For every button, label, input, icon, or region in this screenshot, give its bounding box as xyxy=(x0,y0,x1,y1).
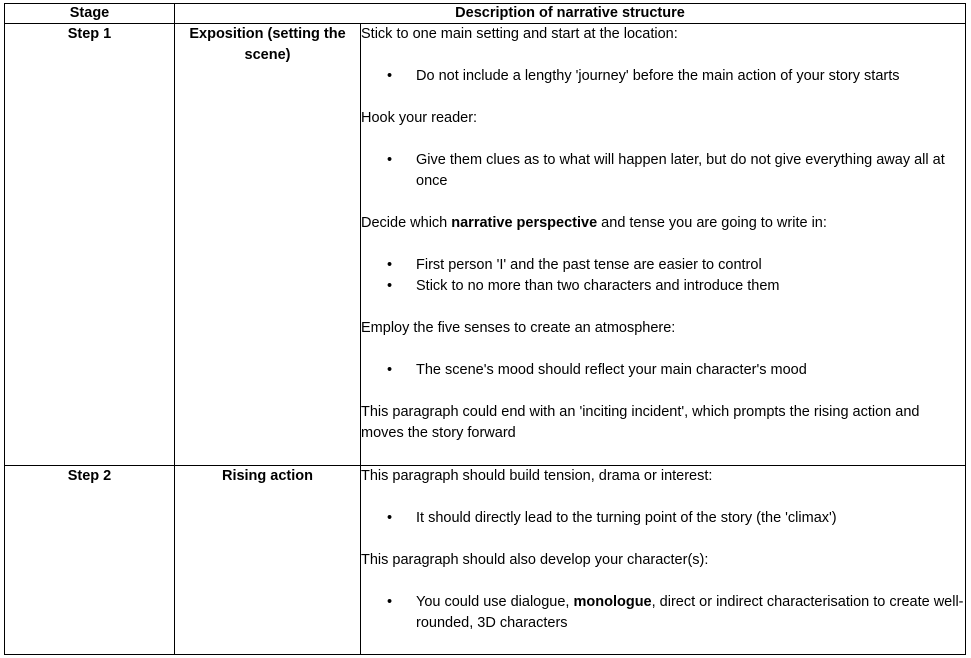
block-heading: Hook your reader: xyxy=(361,110,478,126)
block-heading: Employ the five senses to create an atmosphere: xyxy=(361,320,676,336)
description-cell xyxy=(361,466,966,655)
bullet-item: • It should directly lead to the turning point of the story (the 'climax') xyxy=(361,508,965,529)
stage-label-cell: Exposition (setting the scene) xyxy=(175,24,361,466)
description-cell xyxy=(361,24,966,466)
stage-label-cell: Rising action xyxy=(175,466,361,655)
narrative-structure-table xyxy=(4,3,966,655)
bullet-item: • Give them clues as to what will happen later, but do not give everything away all at once xyxy=(361,150,965,192)
bullet-item: • You could use dialogue, monologue, direct or indirect characterisation to create well-rounded, 3D characters xyxy=(361,592,965,634)
bullet-list xyxy=(361,360,965,381)
header-description: Description of narrative structure xyxy=(175,4,966,24)
header-row xyxy=(5,4,966,24)
bullet-list xyxy=(361,150,965,192)
bullet-item: • Do not include a lengthy 'journey' before the main action of your story starts xyxy=(361,66,965,87)
bullet-item: • Stick to no more than two characters and introduce them xyxy=(361,276,965,297)
bold-term: monologue xyxy=(573,594,652,610)
bullet-list xyxy=(361,508,965,529)
bullet-list xyxy=(361,592,965,634)
stage-cell: Step 1 xyxy=(5,24,175,466)
bold-term: narrative perspective xyxy=(451,215,598,231)
bullet-list xyxy=(361,255,965,297)
bullet-list xyxy=(361,66,965,87)
table-row xyxy=(5,466,966,655)
bullet-item: • The scene's mood should reflect your main character's mood xyxy=(361,360,965,381)
table-row xyxy=(5,24,966,466)
closing-paragraph: This paragraph could end with an 'inciting incident', which prompts the rising action and moves the story forward xyxy=(361,404,920,441)
bullet-item: • First person 'I' and the past tense are easier to control xyxy=(361,255,965,276)
stage-cell: Step 2 xyxy=(5,466,175,655)
header-stage: Stage xyxy=(5,4,175,24)
block-heading: This paragraph should also develop your character(s): xyxy=(361,552,709,568)
block-heading: Stick to one main setting and start at the location: xyxy=(361,26,678,42)
block-heading: This paragraph should build tension, drama or interest: xyxy=(361,468,713,484)
block-heading: Decide which narrative perspective and tense you are going to write in: xyxy=(361,215,827,231)
